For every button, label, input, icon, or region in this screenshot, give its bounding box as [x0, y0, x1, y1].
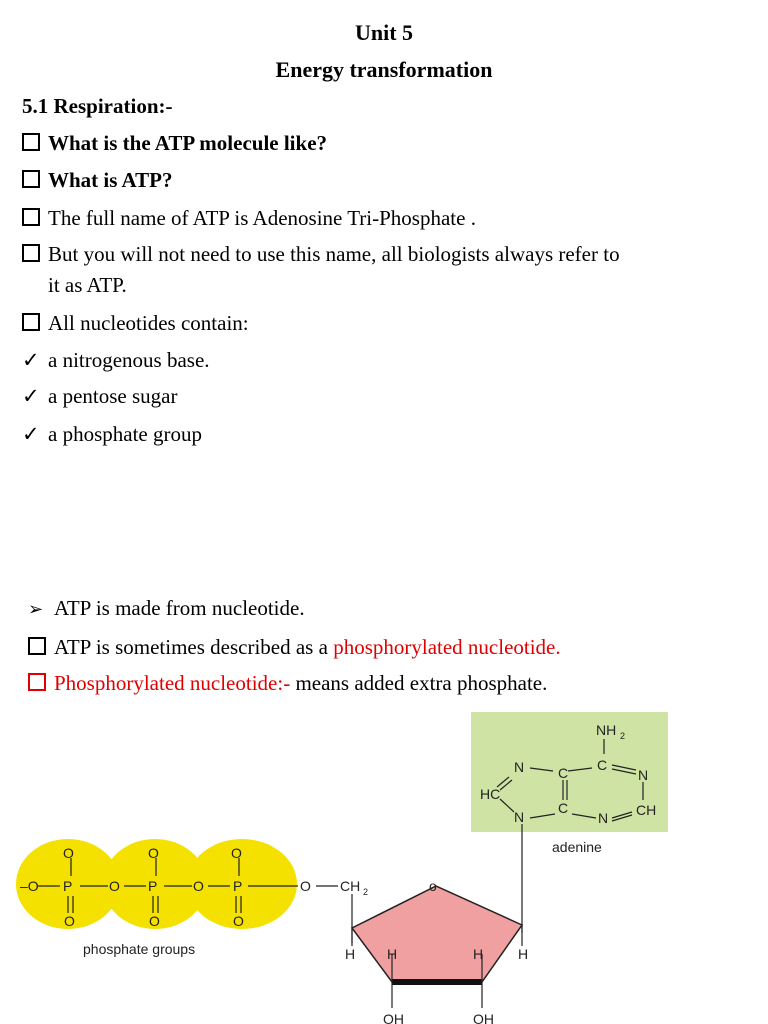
hydrogen-label: H	[473, 946, 484, 962]
ring-oxygen-label: o	[429, 878, 437, 894]
bullet-refer: But you will not need to use this name, all biologists always refer to	[22, 239, 620, 269]
oxygen-label: O	[148, 845, 159, 861]
hydrogen-label: H	[518, 946, 529, 962]
oxygen-label: O	[64, 913, 75, 929]
ribose-ring	[352, 886, 522, 982]
check-item-base: ✓ a nitrogenous base.	[22, 345, 210, 375]
carbon-label: C	[597, 757, 608, 773]
ch-label: CH	[636, 802, 657, 818]
checkmark-icon: ✓	[22, 422, 40, 446]
checkmark-icon: ✓	[22, 348, 40, 372]
check-item-sugar: ✓ a pentose sugar	[22, 381, 177, 411]
bullet-full-name: The full name of ATP is Adenosine Tri-Phosphate .	[22, 203, 476, 233]
oxygen-label: –O	[20, 878, 39, 894]
arrow-right-icon: ➢	[28, 599, 44, 619]
nh2-label: NH	[596, 722, 617, 738]
question-2: What is ATP?	[22, 165, 172, 195]
nh2-sub: 2	[620, 731, 626, 741]
bullet-refer-cont: it as ATP.	[48, 273, 127, 297]
oxygen-label: O	[109, 878, 120, 894]
checkbox-icon	[28, 637, 46, 655]
phosphate-groups-label: phosphate groups	[83, 941, 196, 957]
oxygen-label: O	[63, 845, 74, 861]
hydrogen-label: H	[345, 946, 356, 962]
oxygen-label: O	[149, 913, 160, 929]
nitrogen-label: N	[514, 759, 525, 775]
checkbox-icon	[22, 208, 40, 226]
unit-title: Unit 5	[354, 20, 414, 45]
checkmark-icon: ✓	[22, 384, 40, 408]
nitrogen-label: N	[514, 809, 525, 825]
checkbox-icon	[22, 313, 40, 331]
ch2-label: CH	[340, 878, 361, 894]
checkbox-icon	[28, 673, 46, 691]
nitrogen-label: N	[638, 767, 649, 783]
hc-label: HC	[480, 786, 501, 802]
checkbox-icon	[22, 244, 40, 262]
hydroxyl-label: OH	[473, 1011, 494, 1024]
carbon-label: C	[558, 800, 569, 816]
question-1: What is the ATP molecule like?	[22, 128, 327, 158]
ch2-sub: 2	[363, 887, 369, 897]
oxygen-label: O	[231, 845, 242, 861]
section-heading: 5.1 Respiration:-	[22, 94, 173, 118]
adenine-label: adenine	[552, 839, 602, 855]
phosphorus-label: P	[233, 878, 243, 894]
phosphorus-label: P	[63, 878, 73, 894]
hydroxyl-label: OH	[383, 1011, 404, 1024]
hydrogen-label: H	[387, 946, 398, 962]
checkbox-icon	[22, 133, 40, 151]
phosphorus-label: P	[148, 878, 158, 894]
oxygen-label: O	[300, 878, 311, 894]
bullet-nucleotides: All nucleotides contain:	[22, 308, 249, 338]
check-item-phosphate: ✓ a phosphate group	[22, 419, 202, 449]
nitrogen-label: N	[598, 810, 609, 826]
arrow-item-atp: ➢ ATP is made from nucleotide.	[28, 593, 305, 624]
bullet-definition: Phosphorylated nucleotide:- means added extra phosphate.	[28, 668, 547, 698]
oxygen-label: O	[233, 913, 244, 929]
carbon-label: C	[558, 765, 569, 781]
checkbox-icon	[22, 170, 40, 188]
oxygen-label: O	[193, 878, 204, 894]
atp-diagram	[0, 708, 768, 1024]
bullet-phosphorylated: ATP is sometimes described as a phosphorylated nucleotide.	[28, 632, 561, 662]
page-title: Energy transformation	[275, 57, 493, 82]
